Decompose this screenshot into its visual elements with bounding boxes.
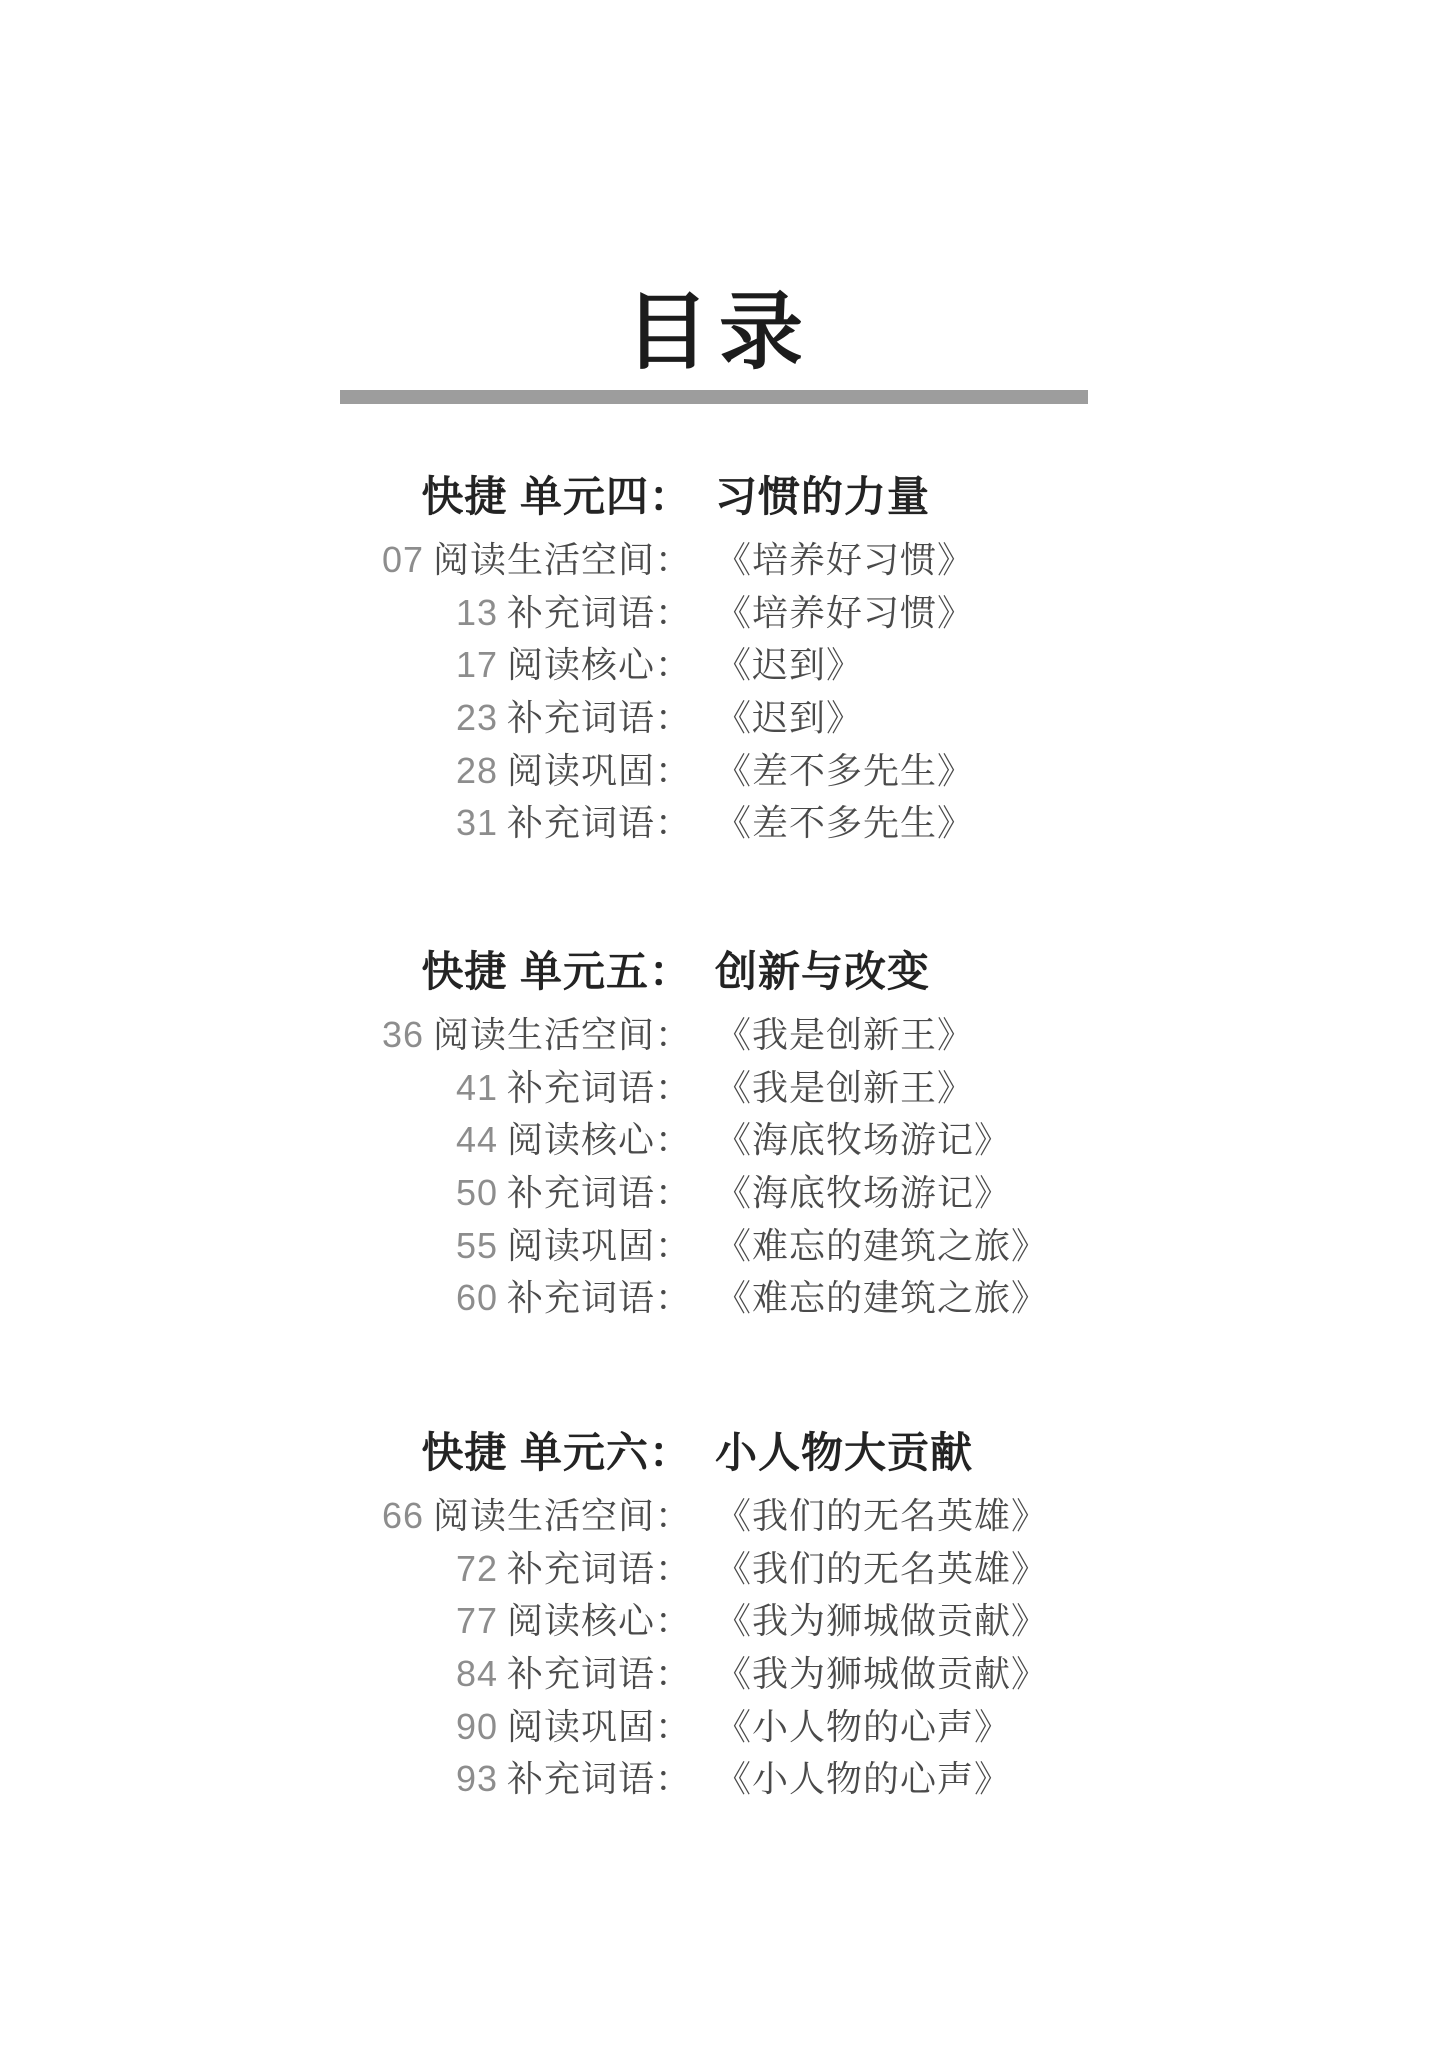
toc-section — [340, 468, 1120, 847]
entry-page-number: 50 — [455, 1171, 498, 1213]
entry-label: 阅读核心： — [506, 1600, 692, 1642]
entry-label: 阅读生活空间： — [432, 1494, 692, 1536]
entry-title: 《小人物的心声》 — [715, 1705, 1012, 1747]
entry-page-number: 17 — [455, 644, 498, 686]
entry-left — [340, 1488, 692, 1539]
entry-page-number: 41 — [455, 1066, 498, 1108]
entry-page-number: 13 — [455, 591, 498, 633]
entry-label: 阅读巩固： — [506, 749, 692, 791]
entry-left — [340, 1593, 692, 1644]
entry-label: 补充词语： — [506, 1066, 692, 1108]
entry-page-number: 90 — [455, 1705, 498, 1747]
entry-label: 补充词语： — [506, 591, 692, 633]
section-heading-theme: 小人物大贡献 — [715, 1429, 974, 1476]
toc-entry — [340, 1111, 1120, 1164]
toc-entry — [340, 1217, 1120, 1270]
section-heading — [340, 943, 1120, 995]
entry-label: 阅读生活空间： — [432, 538, 692, 580]
toc-section — [340, 1424, 1120, 1803]
entry-left — [340, 1699, 692, 1750]
entry-page-number: 60 — [455, 1277, 498, 1319]
section-heading-unit: 快捷 单元五： — [421, 948, 692, 995]
entry-title: 《我们的无名英雄》 — [715, 1494, 1049, 1536]
entry-left — [340, 1007, 692, 1058]
toc-entry — [340, 1269, 1120, 1322]
entry-left — [340, 1270, 692, 1321]
entry-page-number: 93 — [455, 1758, 498, 1800]
entry-left — [340, 1112, 692, 1163]
entry-title: 《差不多先生》 — [715, 802, 975, 844]
entry-page-number: 77 — [455, 1600, 498, 1642]
entry-page-number: 28 — [455, 749, 498, 791]
entry-title: 《小人物的心声》 — [715, 1758, 1012, 1800]
entry-page-number: 23 — [455, 696, 498, 738]
toc-entry — [340, 531, 1120, 584]
toc-entry — [340, 1487, 1120, 1540]
entry-title: 《难忘的建筑之旅》 — [715, 1224, 1049, 1266]
entry-left — [340, 1165, 692, 1216]
entry-title: 《我为狮城做贡献》 — [715, 1600, 1049, 1642]
entry-label: 补充词语： — [506, 696, 692, 738]
toc-section — [340, 943, 1120, 1322]
section-entries — [340, 531, 1120, 847]
entry-left — [340, 585, 692, 636]
entry-page-number: 55 — [455, 1224, 498, 1266]
entry-label: 阅读核心： — [506, 1119, 692, 1161]
entry-title: 《我们的无名英雄》 — [715, 1547, 1049, 1589]
entry-left — [340, 637, 692, 688]
entry-page-number: 66 — [381, 1494, 424, 1536]
entry-left — [340, 1751, 692, 1802]
toc-entry — [340, 1006, 1120, 1059]
entry-title: 《难忘的建筑之旅》 — [715, 1277, 1049, 1319]
toc-entry — [340, 1750, 1120, 1803]
entry-label: 补充词语： — [506, 1277, 692, 1319]
section-heading-unit: 快捷 单元四： — [421, 473, 692, 520]
entry-label: 补充词语： — [506, 1652, 692, 1694]
entry-label: 补充词语： — [506, 1171, 692, 1213]
toc-entry — [340, 636, 1120, 689]
section-heading — [340, 468, 1120, 520]
entry-left — [340, 795, 692, 846]
toc-entry — [340, 1698, 1120, 1751]
entry-label: 补充词语： — [506, 802, 692, 844]
title-underline-bar — [340, 390, 1088, 404]
toc-entry — [340, 794, 1120, 847]
entry-left — [340, 532, 692, 583]
entry-title: 《海底牧场游记》 — [715, 1171, 1012, 1213]
entry-page-number: 36 — [381, 1013, 424, 1055]
toc-entry — [340, 689, 1120, 742]
section-heading — [340, 1424, 1120, 1476]
entry-title: 《差不多先生》 — [715, 749, 975, 791]
entry-label: 阅读巩固： — [506, 1705, 692, 1747]
page-title: 目录 — [624, 285, 813, 379]
entry-title: 《培养好习惯》 — [715, 591, 975, 633]
entry-label: 补充词语： — [506, 1547, 692, 1589]
section-entries — [340, 1487, 1120, 1803]
entry-page-number: 44 — [455, 1119, 498, 1161]
entry-left — [340, 690, 692, 741]
toc-entry — [340, 742, 1120, 795]
entry-left — [340, 743, 692, 794]
section-heading-theme: 习惯的力量 — [715, 473, 931, 520]
entry-title: 《我为狮城做贡献》 — [715, 1652, 1049, 1694]
entry-title: 《海底牧场游记》 — [715, 1119, 1012, 1161]
toc-entry — [340, 1645, 1120, 1698]
entry-left — [340, 1218, 692, 1269]
entry-title: 《培养好习惯》 — [715, 538, 975, 580]
toc-entry — [340, 1059, 1120, 1112]
entry-label: 阅读生活空间： — [432, 1013, 692, 1055]
entry-left — [340, 1541, 692, 1592]
entry-title: 《我是创新王》 — [715, 1066, 975, 1108]
entry-page-number: 84 — [455, 1652, 498, 1694]
entry-label: 阅读核心： — [506, 644, 692, 686]
section-heading-theme: 创新与改变 — [715, 948, 931, 995]
toc-entry — [340, 584, 1120, 637]
entry-label: 补充词语： — [506, 1758, 692, 1800]
entry-left — [340, 1060, 692, 1111]
toc-entry — [340, 1540, 1120, 1593]
entry-page-number: 31 — [455, 802, 498, 844]
section-entries — [340, 1006, 1120, 1322]
entry-left — [340, 1646, 692, 1697]
entry-page-number: 07 — [381, 538, 424, 580]
entry-title: 《迟到》 — [715, 644, 864, 686]
section-heading-unit: 快捷 单元六： — [421, 1429, 692, 1476]
entry-page-number: 72 — [455, 1547, 498, 1589]
entry-title: 《迟到》 — [715, 696, 864, 738]
toc-entry — [340, 1164, 1120, 1217]
entry-title: 《我是创新王》 — [715, 1013, 975, 1055]
entry-label: 阅读巩固： — [506, 1224, 692, 1266]
toc-entry — [340, 1592, 1120, 1645]
